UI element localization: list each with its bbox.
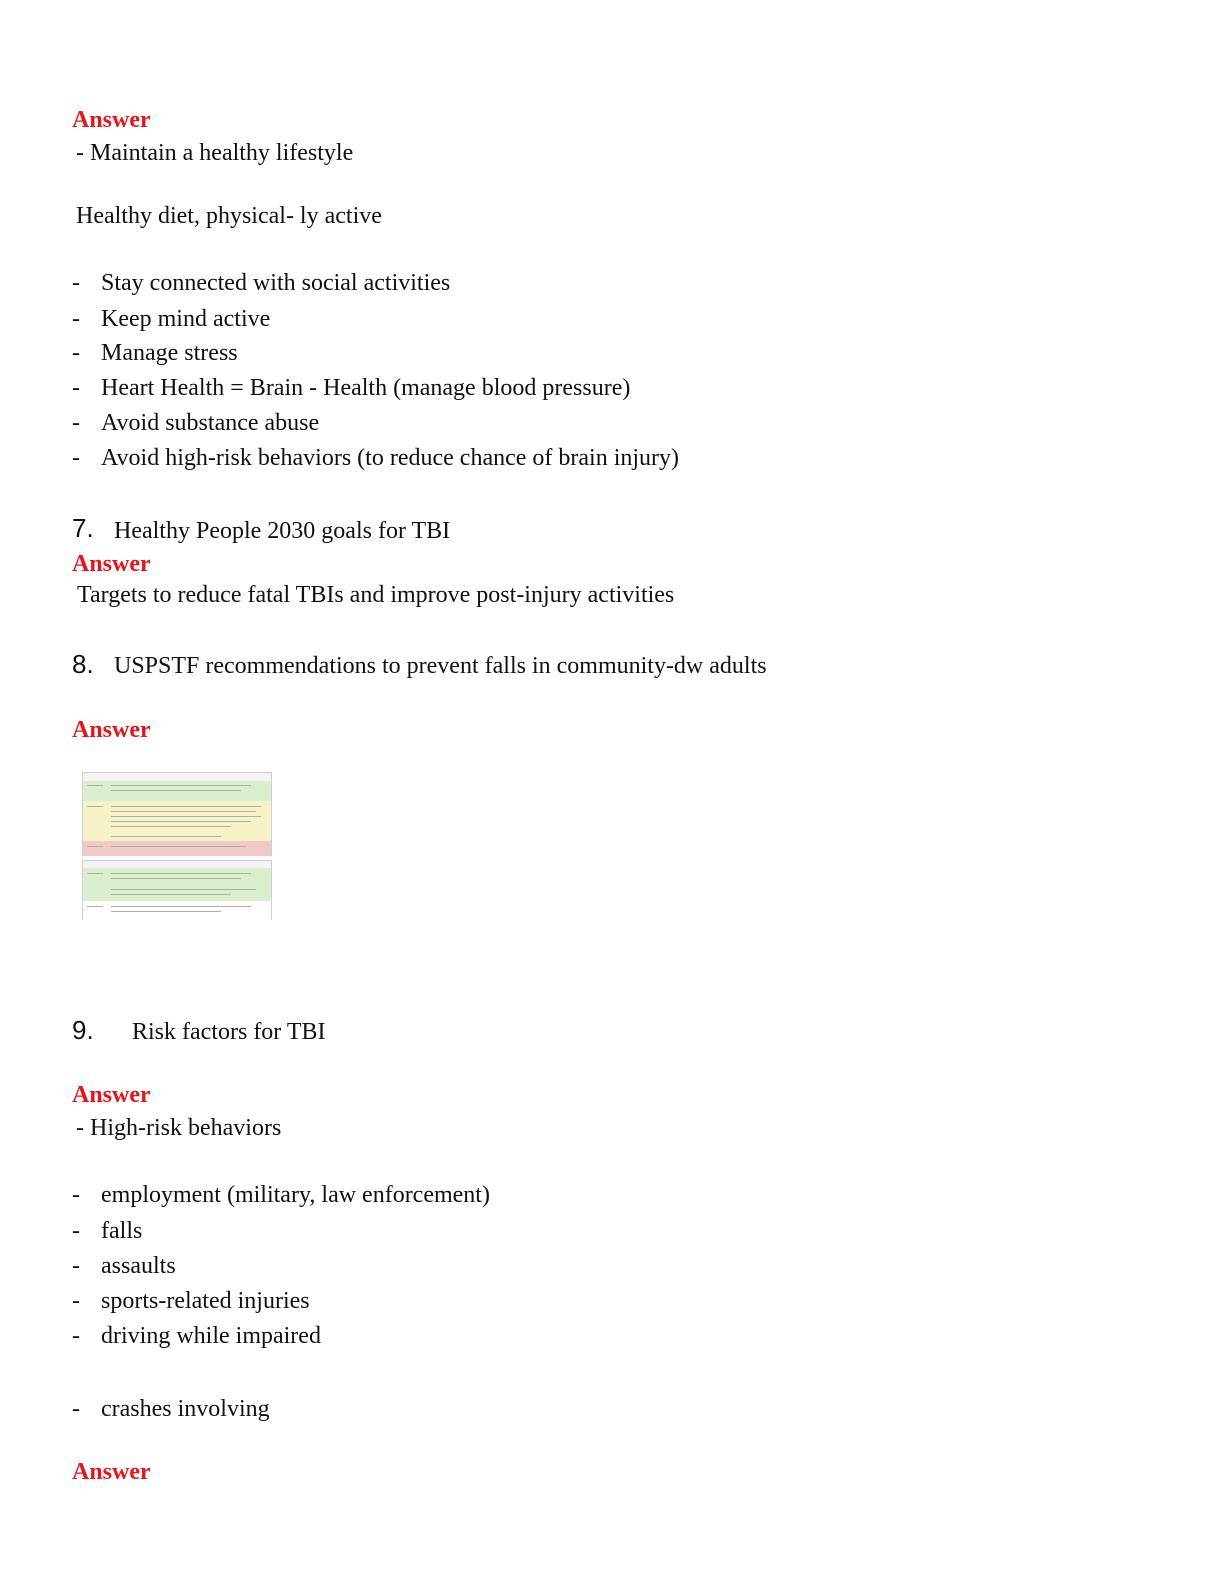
list-dash: - bbox=[72, 1182, 80, 1208]
question-text: Healthy People 2030 goals for TBI bbox=[114, 518, 451, 544]
list-dash: - bbox=[72, 1288, 80, 1314]
uspstf-recommendation-table-image bbox=[82, 772, 272, 922]
list-item: Manage stress bbox=[101, 340, 238, 366]
answer-intro: - Maintain a healthy lifestyle bbox=[76, 140, 354, 166]
answer-label: Answer bbox=[72, 551, 151, 577]
list-item: Avoid substance abuse bbox=[101, 410, 320, 436]
question-text: Risk factors for TBI bbox=[132, 1019, 326, 1045]
recommendation-table-top bbox=[82, 772, 272, 856]
list-item: sports-related injuries bbox=[101, 1288, 310, 1314]
list-dash: - bbox=[72, 1218, 80, 1244]
list-item: Avoid high-risk behaviors (to reduce chance of brain injury) bbox=[101, 445, 680, 471]
list-item: driving while impaired bbox=[101, 1323, 321, 1349]
list-item: Heart Health = Brain - Health (manage blood pressure) bbox=[101, 375, 631, 401]
list-dash: - bbox=[72, 1253, 80, 1279]
answer-note: Healthy diet, physical- ly active bbox=[76, 203, 382, 229]
answer-text: Targets to reduce fatal TBIs and improve post-injury activities bbox=[77, 582, 675, 608]
list-item: Keep mind active bbox=[101, 306, 271, 332]
answer-label: Answer bbox=[72, 107, 151, 133]
list-item: falls bbox=[101, 1218, 143, 1244]
list-item: crashes involving bbox=[101, 1396, 270, 1422]
list-dash: - bbox=[72, 410, 80, 436]
answer-intro: - High-risk behaviors bbox=[76, 1115, 282, 1141]
list-item: assaults bbox=[101, 1253, 176, 1279]
list-dash: - bbox=[72, 1323, 80, 1349]
answer-label: Answer bbox=[72, 717, 151, 743]
list-dash: - bbox=[72, 340, 80, 366]
list-dash: - bbox=[72, 445, 80, 471]
answer-label: Answer bbox=[72, 1459, 151, 1485]
question-number: 7. bbox=[72, 513, 94, 543]
question-number: 9. bbox=[72, 1015, 94, 1045]
answer-label: Answer bbox=[72, 1082, 151, 1108]
list-item: employment (military, law enforcement) bbox=[101, 1182, 490, 1208]
list-dash: - bbox=[72, 270, 80, 296]
list-dash: - bbox=[72, 1396, 80, 1422]
list-dash: - bbox=[72, 375, 80, 401]
list-dash: - bbox=[72, 306, 80, 332]
recommendation-table-bottom bbox=[82, 860, 272, 920]
question-number: 8. bbox=[72, 649, 94, 679]
list-item: Stay connected with social activities bbox=[101, 270, 451, 296]
question-text: USPSTF recommendations to prevent falls in community-dw adults bbox=[114, 653, 767, 679]
